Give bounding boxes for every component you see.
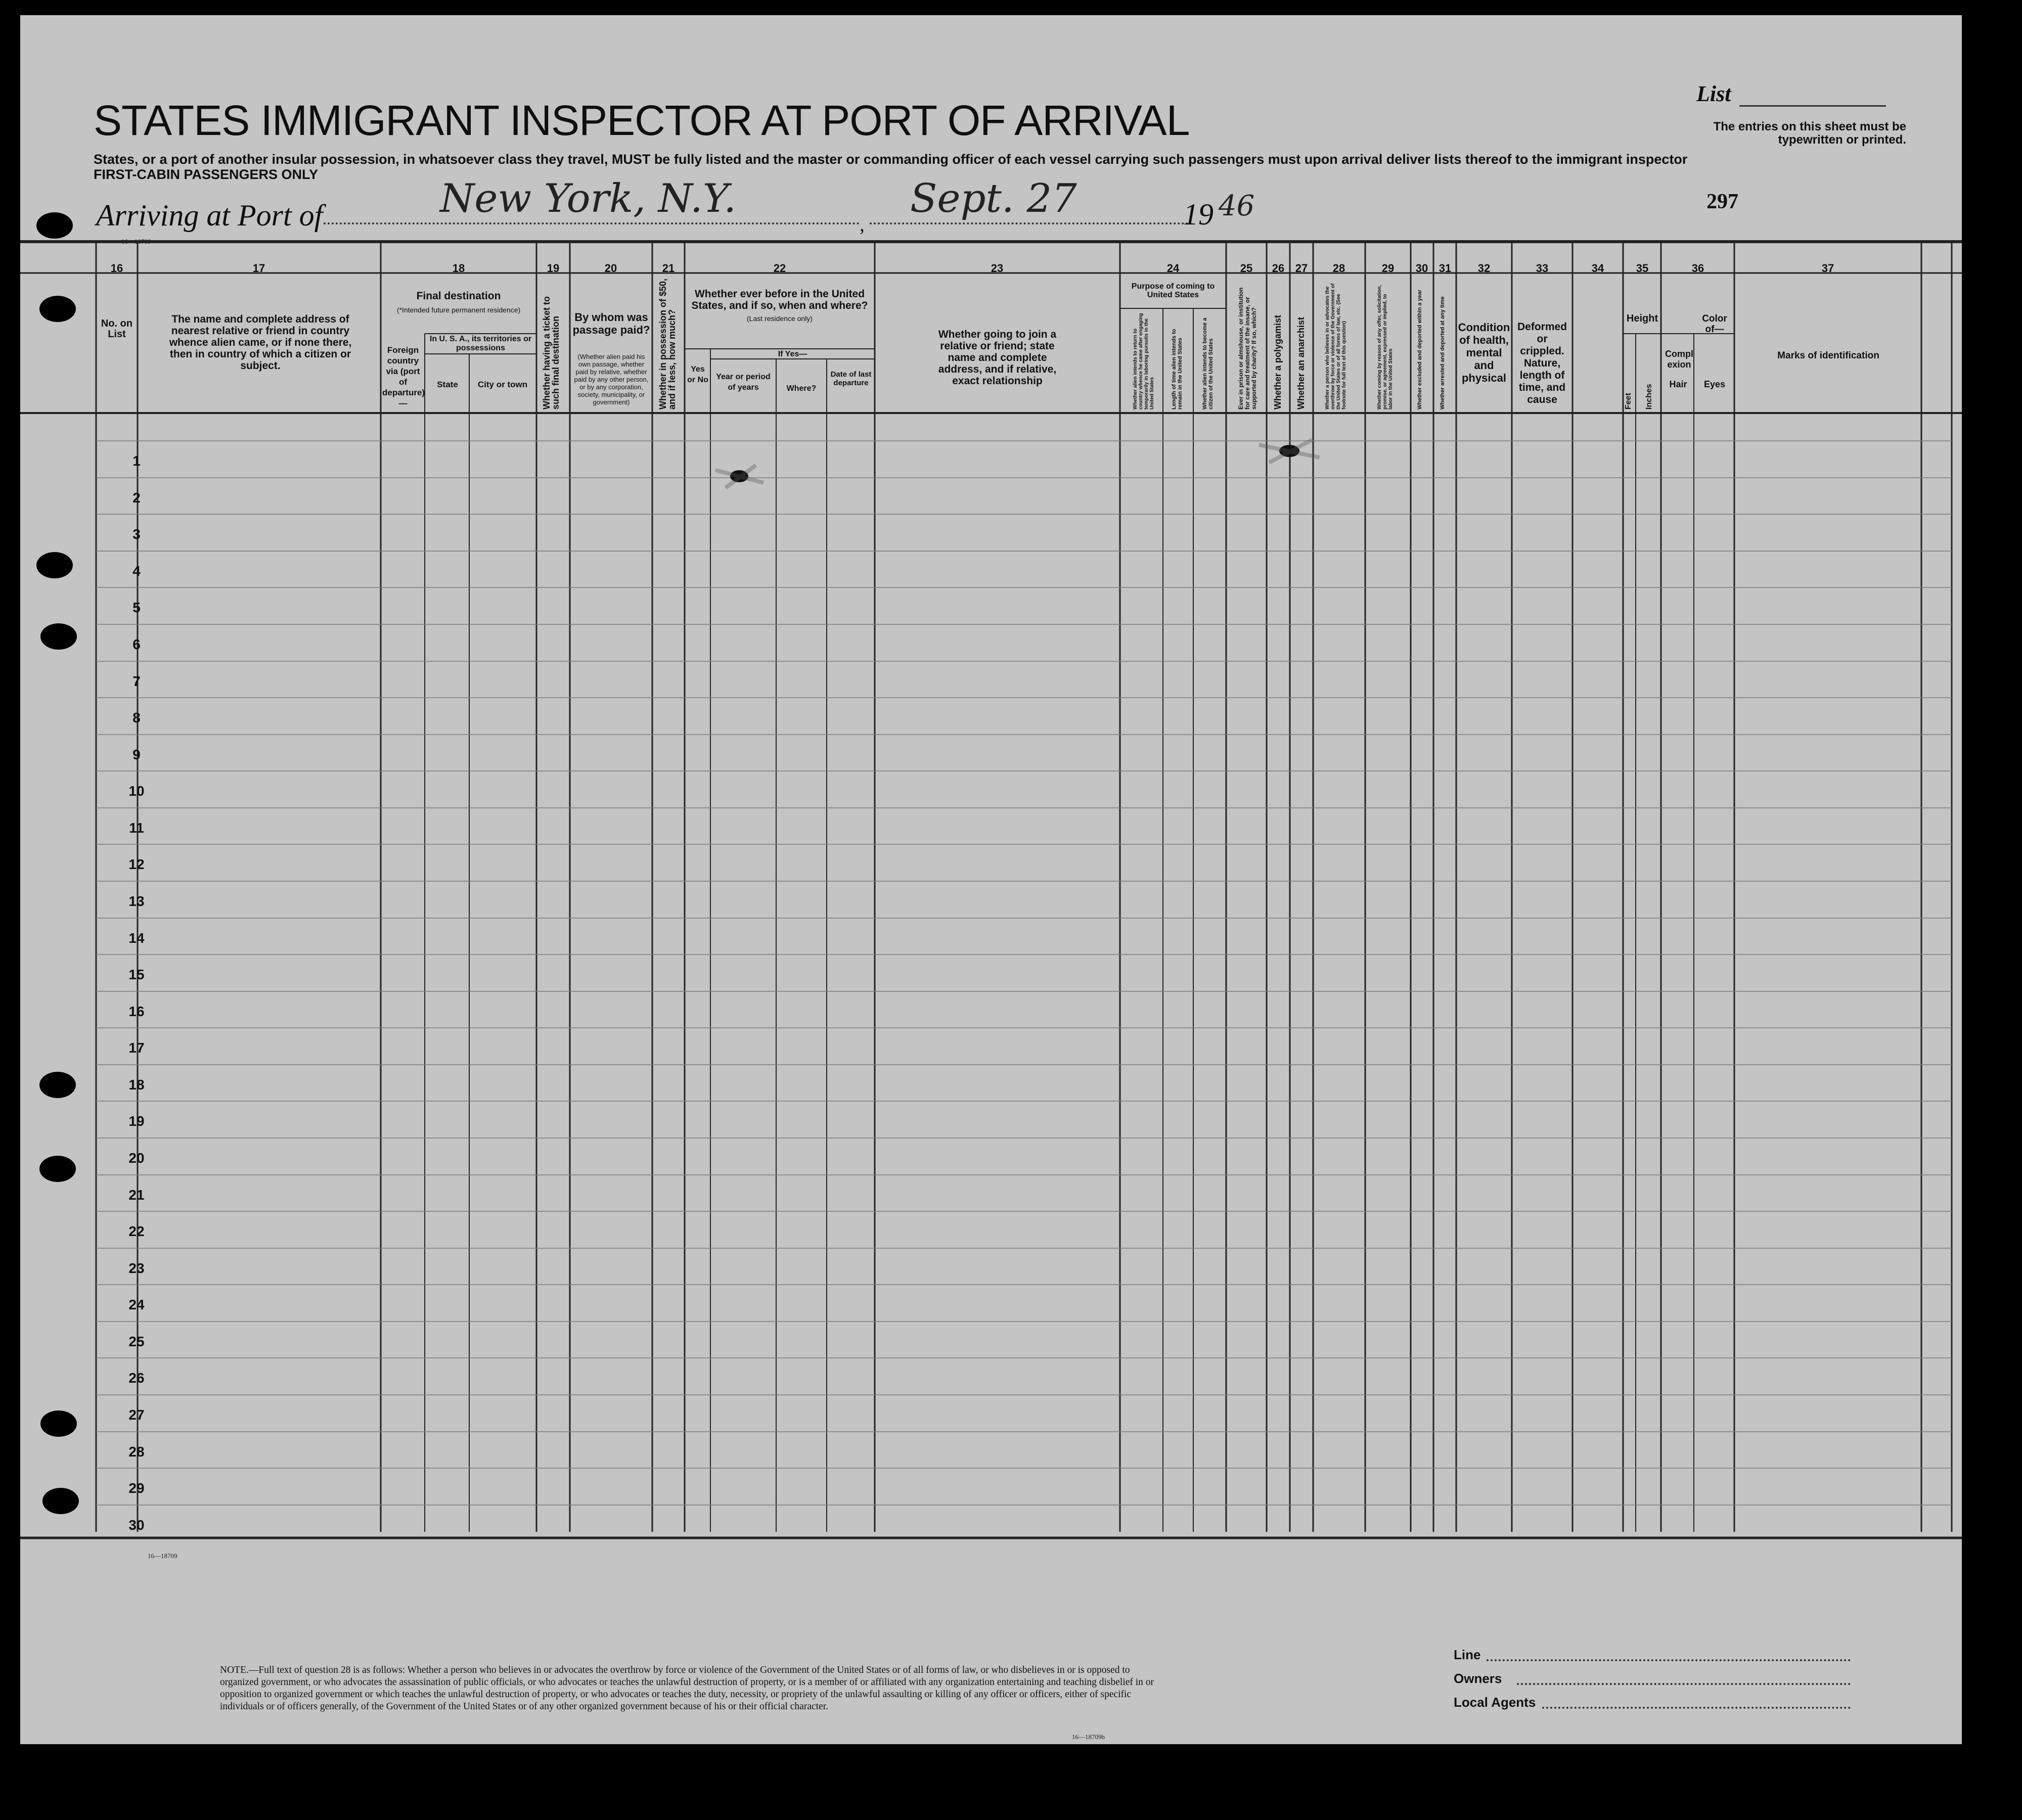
row-number: 19 — [128, 1113, 145, 1129]
year-handwritten: 46 — [1219, 190, 1255, 222]
row-number: 4 — [132, 563, 141, 579]
row-number: 23 — [128, 1260, 145, 1276]
row-number: 10 — [128, 783, 145, 799]
question-28-note: NOTE.—Full text of question 28 is as follows: Whether a person who believes in or advocates the overthrow by force or violence of the Government of the United States or of all forms of law, or who disbelieves in or is opposed to organized government, or who advocates the assassination of public officials, or who advocates or teaches the unlawful destruction of property, or is a member of or affiliated with any organization entertaining and teaching disbelief in or opposition to organized government or which teaches the unlawful destruction of property, or who advocates or teaches the duty, necessity, or propriety of the unlawful assaulting or killing of any officer or officers, either of specific individuals or of officers generally, of the Government of the United States or of any other organized government because of his or their official character. — [220, 1665, 1154, 1712]
row-number: 22 — [128, 1223, 145, 1239]
row-number: 7 — [132, 673, 141, 689]
line-field — [1487, 1659, 1851, 1661]
col-28-header: Whether a person who believes in or advocates the overthrow by force or violence of the Government of the United States or of all forms of law, etc. (See footnote for full text of this question) — [1325, 283, 1347, 410]
col-32-header: Condition of health, mental and physical — [1458, 321, 1510, 384]
col-26-header: Whether a polygamist — [1273, 314, 1283, 410]
col-34-header: Height — [1626, 313, 1658, 324]
row-number: 18 — [128, 1077, 145, 1093]
punch-hole — [36, 212, 73, 239]
form-subtitle: FIRST-CABIN PASSENGERS ONLY — [94, 167, 319, 182]
row-number: 9 — [132, 747, 141, 762]
col-36-header: Color of— — [1702, 313, 1727, 335]
row-number: 16 — [128, 1004, 145, 1019]
punch-hole — [40, 1410, 77, 1437]
manifest-sheet: STATES IMMIGRANT INSPECTOR AT PORT OF ARRIVAL States, or a port of another insular possession, in whatsoever class they travel, MUST be fully listed and the master or commanding officer of each vessel carrying such passengers must upon arrival deliver lists thereof to the immigrant inspector FIRST-CABIN PASSENGERS ONLY List The entries on this sheet must be typewritten or printed. 297 Arriving at Port of New York, N.Y. , Sept. 27 19 46 16—18709 16 17 18 19 20 21 22 23 24 25 26 27 28 29 30 31 32 33 34 35 36 37 No. on List The name and complete address of nearest relative or friend in country whence alien came, or if none there, then in country of which a citizen or subject. Final destination (*Intended future permanent residence) Foreign country via (port of departure)— In U. S. A., its territories or possessions State City or town Whether having a ticket to such final destination By whom was passage paid? (Whether alien paid his own passage, whether paid by relative, whether paid by any other person, or by any corporation, society, municipality, or government) Whether in possession of $50, and if less, how much? Whether ever before in the United States, and if so, when and where? (Last residence only) Yes or No If Yes— Year or period of years Where? Date of last departure Whether going to join a relative or friend; state name and complete address, and if relative, exact relationship Purpose of coming to United States Whether alien intends to return to country whence he came after engaging temporarily in laboring pursuits in the United States Length of time alien intends to remain in the United States Whether alien intends to become a citizen of the United States Ever in prison or almshouse, or institution for care and treatment of the insane, or supported by charity? If so, which? Whether a polygamist Whether an anarchist Whether a person who believes in or advocates the overthrow by force or violence of the Government of the United States or of all forms of law, etc. (See footnote for full text of this question) Whether coming by reason of any offer, solicitation, promise, or agreement, expressed or implied, to labor in the United States Whether excluded and deported within a year Whether arrested and deported at any time Condition of health, mental and physical Deformed or crippled. Nature, length of time, and cause Height Feet Inches Complexion Color of— Hair Eyes Marks of identification 1 2 3 4 5 6 7 8 9 10 11 12 13 14 15 16 17 18 19 20 21 22 23 24 25 26 27 28 29 30 16—18709 NOTE.—Full text of question 28 is as follows: Whether a person who believes in or advocates the overthrow by force or violence of the Government of the United States or of all forms of law, or who disbelieves in or is opposed to organized government, or who advocates the assassination of public officials, or who advocates or teaches the unlawful destruction of property, or is a member of or affiliated with any organization entertaining and teaching disbelief in or opposition to organized government or which teaches the unlawful destruction of property, or who advocates or teaches the duty, necessity, or propriety of the unlawful assaulting or killing of any officer or officers, either of specific individuals or of officers generally, of the Government of the United States or of any other organized government because of his or their official character. 16—18709b Line Owners Local Agents — [20, 15, 1962, 1744]
row-number: 15 — [128, 967, 145, 982]
row-number: 14 — [128, 930, 145, 946]
owners-label: Owners — [1454, 1671, 1502, 1686]
row-number: 24 — [128, 1297, 145, 1312]
col-18-header: Final destination — [416, 290, 501, 302]
form-title: STATES IMMIGRANT INSPECTOR AT PORT OF ARRIVAL — [94, 97, 1190, 144]
list-label: List — [1696, 81, 1731, 106]
row-number: 6 — [132, 636, 141, 652]
page-number: 297 — [1706, 190, 1738, 213]
form-number-bottom: 16—18709 — [148, 1552, 177, 1560]
col-22-header: Whether ever before in the United States, and if so, when and where? — [691, 288, 868, 311]
row-number: 5 — [132, 600, 141, 615]
line-label: Line — [1454, 1647, 1481, 1662]
row-number: 21 — [128, 1187, 145, 1203]
date-handwritten: Sept. 27 — [910, 176, 1077, 221]
row-number: 13 — [128, 893, 145, 909]
col-23-header: Whether going to join a relative or friend; state name and complete address, and if relative, exact relationship — [938, 329, 1057, 387]
col-30-header: Whether excluded and deported within a year — [1417, 289, 1423, 410]
row-number: 17 — [128, 1040, 145, 1056]
col-37-header: Marks of identification — [1777, 350, 1879, 361]
note-form-number: 16—18709b — [1072, 1733, 1105, 1741]
row-number: 12 — [128, 856, 145, 872]
row-number: 11 — [129, 820, 144, 836]
agents-field — [1542, 1707, 1851, 1709]
col-19-header: Whether having a ticket to such final destination — [542, 296, 561, 410]
col-20-header: By whom was passage paid? — [572, 311, 650, 336]
form-number-top: 16—18709 — [121, 238, 151, 245]
punch-hole — [39, 1156, 76, 1182]
punch-hole — [36, 552, 73, 578]
punch-hole — [39, 296, 76, 322]
owners-field — [1517, 1683, 1851, 1685]
row-number: 1 — [132, 453, 141, 469]
row-number: 8 — [132, 710, 141, 725]
row-number: 27 — [128, 1407, 145, 1423]
col-17-header: The name and complete address of nearest relative or friend in country whence alien came, or if none there, then in country of which a citizen or subject. — [169, 313, 352, 372]
row-number: 30 — [128, 1517, 145, 1533]
punch-hole — [39, 1072, 76, 1098]
typewritten-note: The entries on this sheet must be typewritten or printed. — [1713, 120, 1906, 147]
col-24-header: Purpose of coming to United States — [1131, 282, 1215, 299]
row-number: 2 — [132, 490, 141, 506]
col-35-header: Complexion — [1665, 349, 1693, 370]
row-number: 25 — [128, 1334, 145, 1349]
col-16-header: No. on List — [101, 318, 133, 340]
row-number: 26 — [128, 1370, 145, 1386]
row-number: 3 — [132, 526, 141, 542]
punch-hole — [42, 1488, 79, 1514]
col-29-header: Whether coming by reason of any offer, solicitation, promise, or agreement, expressed or implied, to labor in the United States — [1377, 285, 1394, 410]
col-21-header: Whether in possession of $50, and if less, how much? — [658, 278, 677, 410]
row-number: 28 — [128, 1444, 145, 1460]
col-25-header: Ever in prison or almshouse, or institution for care and treatment of the insane, or supported by charity? If so, which? — [1237, 287, 1257, 410]
agents-label: Local Agents — [1454, 1695, 1536, 1710]
arriving-label: Arriving at Port of — [96, 199, 323, 232]
col-31-header: Whether arrested and deported at any time — [1440, 296, 1446, 410]
row-number: 29 — [128, 1480, 145, 1496]
year-prefix: 19 — [1183, 198, 1214, 231]
col-27-header: Whether an anarchist — [1296, 316, 1306, 410]
col-33-header: Deformed or crippled. Nature, length of time, and cause — [1517, 321, 1567, 405]
port-handwritten: New York, N.Y. — [440, 176, 737, 221]
form-instruction: States, or a port of another insular possession, in whatsoever class they travel, MUST be fully listed and the master or commanding officer of each vessel carrying such passengers must upon arrival deliver lists thereof to the immigrant inspector — [94, 152, 1688, 167]
row-number: 20 — [128, 1150, 145, 1166]
punch-hole — [40, 623, 77, 650]
